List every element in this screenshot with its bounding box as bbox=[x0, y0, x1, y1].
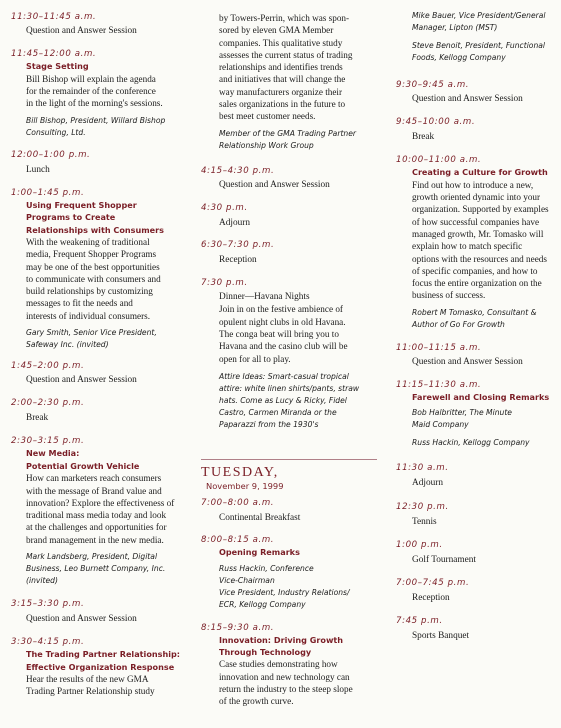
session-title: Question and Answer Session bbox=[26, 614, 137, 624]
session-title: Question and Answer Session bbox=[219, 179, 330, 190]
session-description: Hear the results of the new GMA Trading Partner Relationship study bbox=[26, 674, 155, 697]
session-speaker: Mike Bauer, Vice President/General Manager, Lipton (MST) bbox=[412, 11, 546, 32]
session-title: Question and Answer Session bbox=[412, 94, 523, 104]
session-time: 3:30–4:15 p.m. bbox=[11, 637, 85, 648]
session-time: 7:30 p.m. bbox=[201, 278, 248, 289]
session-speaker: Russ Hackin, Kellogg Company bbox=[412, 438, 530, 448]
session bbox=[11, 398, 196, 424]
session-time: 8:00–8:15 a.m. bbox=[201, 535, 275, 546]
session-speaker: Mark Landsberg, President, Digital Business, Leo Burnett Company, Inc. (invited) bbox=[26, 552, 166, 585]
session bbox=[11, 188, 196, 351]
session bbox=[201, 278, 381, 431]
session bbox=[396, 117, 556, 143]
session-time: 11:30–11:45 a.m. bbox=[11, 12, 97, 22]
session bbox=[396, 343, 556, 368]
session-time: 11:15–11:30 a.m. bbox=[396, 379, 482, 390]
session-description: With the weakening of traditional media, Frequent Shopper Programs may be one of the best opportunities to communicate with consumers and build relationships by customizing messages to fit the needs and interests of individual consumers. bbox=[26, 236, 161, 321]
session-time: 11:00–11:15 a.m. bbox=[396, 342, 482, 353]
session-time: 1:45–2:00 p.m. bbox=[11, 361, 85, 371]
session-continued bbox=[219, 12, 381, 152]
session-speaker: Bill Bishop, President, Willard Bishop Consulting, Ltd. bbox=[26, 115, 166, 137]
session-title: Creating a Culture for Growth bbox=[412, 167, 548, 178]
session-title: Using Frequent Shopper Programs to Create Relationships with Consumers bbox=[26, 199, 164, 235]
session-description: Find out how to introduce a new, growth oriented dynamic into your organization. Supported by examples of how successful companies have managed growth, Mr. Tomasko will explain how to match specific options with the resources and needs of specific companies, and how to focus the entire organization on the business of success. bbox=[412, 179, 549, 301]
session bbox=[11, 12, 196, 37]
session-title: Reception bbox=[219, 255, 257, 266]
session bbox=[11, 361, 196, 386]
session-time: 6:30–7:30 p.m. bbox=[201, 240, 275, 251]
session bbox=[201, 240, 381, 266]
session-time: 11:30 a.m. bbox=[396, 463, 449, 474]
session bbox=[396, 80, 556, 105]
session bbox=[396, 540, 556, 566]
column-2 bbox=[201, 12, 381, 708]
session-time: 12:30 p.m. bbox=[396, 501, 449, 512]
session-time: 4:15–4:30 p.m. bbox=[201, 165, 275, 176]
session-title: Opening Remarks bbox=[219, 547, 300, 558]
session-description: Join in on the festive ambience of opulent night clubs in old Havana. The conga beat will bring you to Havana and the casino club will be open for all to play. bbox=[219, 304, 348, 364]
session-speaker: Bob Halbritter, The Minute Maid Company bbox=[412, 408, 512, 430]
session-title: Innovation: Driving Growth Through Technology bbox=[219, 634, 344, 657]
session-time: 8:15–9:30 a.m. bbox=[201, 622, 275, 633]
session-time: 9:30–9:45 a.m. bbox=[396, 80, 470, 90]
session-time: 12:00–1:00 p.m. bbox=[11, 149, 91, 160]
session-time: 4:30 p.m. bbox=[201, 202, 248, 213]
session bbox=[11, 436, 196, 587]
session-time: 2:30–3:15 p.m. bbox=[11, 436, 85, 447]
session-title: Question and Answer Session bbox=[26, 26, 137, 36]
session-title: Lunch bbox=[26, 164, 50, 175]
session-time: 3:15–3:30 p.m. bbox=[11, 599, 85, 609]
session-time: 7:00–8:00 a.m. bbox=[201, 497, 275, 508]
session-description: by Towers-Perrin, which was spon- sored by eleven GMA Member companies. This qualitative study assesses the current status of trading relationships and identifies trends and initiatives that will change the way manufacturers organize their sales organizations in the future to best meet customer needs. bbox=[219, 13, 353, 122]
session-title: Break bbox=[412, 132, 435, 143]
session bbox=[396, 380, 556, 449]
attire-note: Attire Ideas: Smart-casual tropical attire: white linen shirts/pants, straw hats. Come as Lucy & Ricky, Fidel Castro, Carmen Miranda or the Paparazzi from the 1930's bbox=[219, 371, 360, 429]
session-title: The Trading Partner Relationship: Effective Organization Response bbox=[26, 649, 181, 672]
session-title: Question and Answer Session bbox=[412, 356, 523, 367]
session-description: Case studies demonstrating how innovation and new technology can return the industry to the steep slope of the growth curve. bbox=[219, 659, 353, 707]
day-date: November 9, 1999 bbox=[206, 480, 284, 491]
session-title: Sports Banquet bbox=[412, 631, 470, 642]
session-title: New Media: Potential Growth Vehicle bbox=[26, 448, 140, 471]
session-description: Bill Bishop will explain the agenda for the remainder of the conference in the light of the morning's sessions. bbox=[26, 73, 163, 109]
session-time: 10:00–11:00 a.m. bbox=[396, 155, 482, 166]
session bbox=[11, 599, 196, 625]
session-title: Tennis bbox=[412, 516, 437, 527]
column-3 bbox=[396, 10, 556, 642]
session-time: 11:45–12:00 a.m. bbox=[11, 49, 97, 60]
session-title: Dinner—Havana Nights bbox=[219, 292, 310, 303]
session-title: Question and Answer Session bbox=[26, 375, 137, 385]
session-speaker: Russ Hackin, Conference Vice-Chairman Vice President, Industry Relations/ ECR, Kellogg Company bbox=[219, 563, 350, 609]
session-time: 7:45 p.m. bbox=[396, 616, 443, 627]
session-time: 7:00–7:45 p.m. bbox=[396, 578, 470, 588]
session-description: How can marketers reach consumers with the message of Brand value and innovation? Explore the effectiveness of traditional mass media today and look at the challenges and opportunities for brand management in the new media. bbox=[26, 473, 175, 545]
session-speaker: Member of the GMA Trading Partner Relationship Work Group bbox=[219, 128, 357, 150]
session bbox=[11, 637, 196, 697]
session bbox=[396, 616, 556, 642]
session bbox=[201, 166, 381, 191]
session-title: Adjourn bbox=[412, 478, 443, 489]
session-speaker: Steve Benoit, President, Functional Foods, Kellogg Company bbox=[412, 41, 546, 62]
session bbox=[396, 578, 556, 604]
session-title: Break bbox=[26, 413, 49, 424]
session bbox=[396, 463, 556, 489]
session bbox=[396, 502, 556, 528]
day-title: TUESDAY, bbox=[201, 464, 279, 480]
session bbox=[11, 49, 196, 138]
session-speaker: Gary Smith, Senior Vice President, Safeway Inc. (invited) bbox=[26, 328, 157, 349]
session-speaker: Robert M Tomasko, Consultant & Author of Go For Growth bbox=[412, 307, 537, 329]
session-time: 1:00 p.m. bbox=[396, 539, 443, 550]
session bbox=[11, 150, 196, 176]
session bbox=[201, 535, 381, 610]
session-title: Golf Tournament bbox=[412, 554, 476, 565]
session-title: Adjourn bbox=[219, 217, 250, 228]
session bbox=[396, 155, 556, 330]
session-title: Reception bbox=[412, 593, 450, 603]
session-time: 2:00–2:30 p.m. bbox=[11, 398, 85, 409]
session-title: Continental Breakfast bbox=[219, 512, 301, 523]
session bbox=[201, 498, 381, 524]
session bbox=[201, 623, 381, 708]
column-1 bbox=[11, 12, 196, 698]
session-title: Farewell and Closing Remarks bbox=[412, 391, 550, 402]
session-time: 1:00–1:45 p.m. bbox=[11, 187, 85, 198]
session bbox=[201, 203, 381, 229]
day-header bbox=[201, 459, 377, 492]
session-title: Stage Setting bbox=[26, 61, 89, 72]
session-continued bbox=[412, 10, 556, 64]
session-time: 9:45–10:00 a.m. bbox=[396, 117, 476, 128]
